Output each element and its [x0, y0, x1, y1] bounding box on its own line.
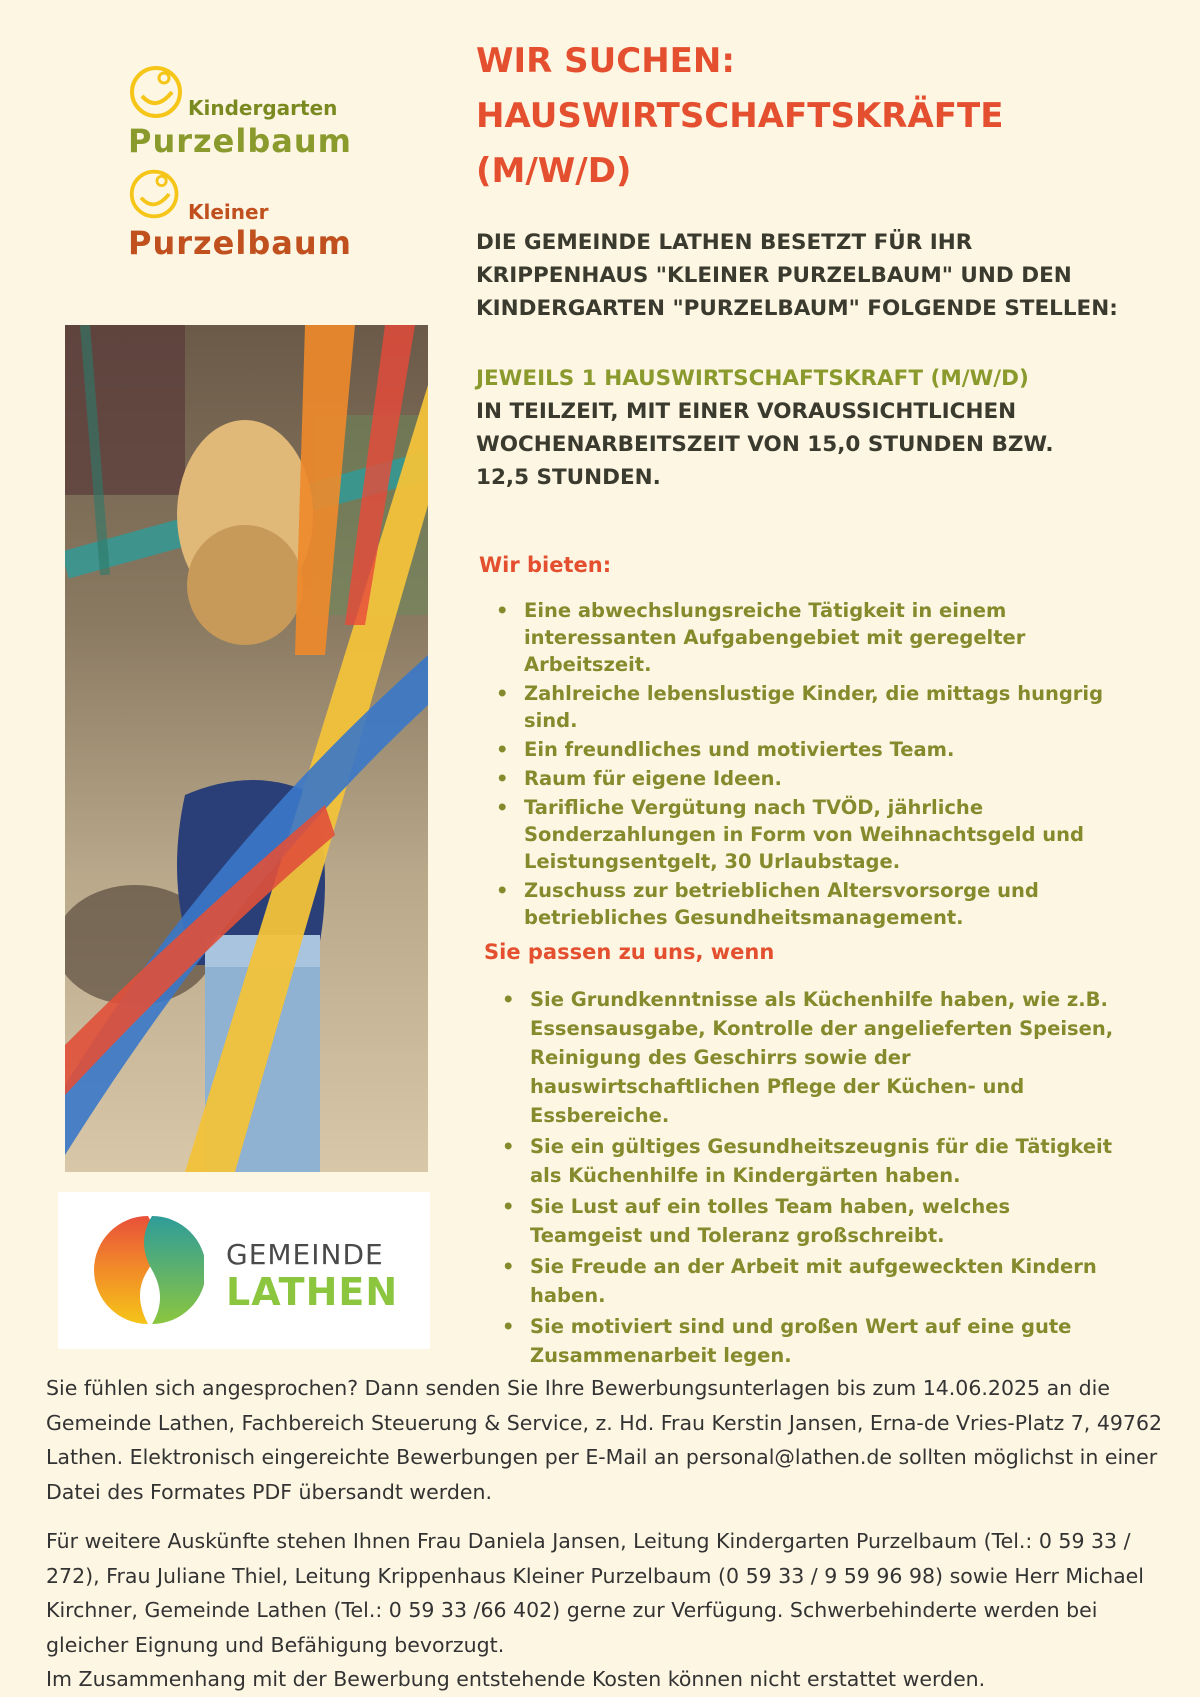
title-line-3: (M/W/D): [476, 151, 632, 191]
logo-kindergarten-name: Purzelbaum: [128, 122, 352, 160]
logo-kindergarten-label: Kindergarten: [188, 96, 338, 120]
list-item: • Zahlreiche lebenslustige Kinder, die mittags hungrig sind.: [494, 680, 1134, 734]
list-item: • Sie Grundkenntnisse als Küchenhilfe haben, wie z.B. Essensausgabe, Kontrolle der angelieferten Speisen, Reinigung des Geschirrs sowie der hauswirtschaftlichen Pflege der Küchen- und Essbereiche.: [500, 985, 1120, 1130]
offer-list: [494, 597, 1134, 933]
position-line-2: IN TEILZEIT, MIT EINER VORAUSSICHTLICHEN: [476, 399, 1017, 424]
intro-line-2: KRIPPENHAUS "KLEINER PURZELBAUM" UND DEN: [476, 263, 1072, 288]
lathen-emblem-icon: [92, 1214, 204, 1326]
intro-text: [476, 226, 1176, 325]
offer-title: Wir bieten:: [479, 553, 612, 577]
sun-swirl-icon: [128, 166, 184, 222]
child-with-ribbons-photo: [65, 325, 428, 1172]
title-line-1: WIR SUCHEN:: [476, 41, 735, 81]
position-line-3: WOCHENARBEITSZEIT VON 15,0 STUNDEN BZW.: [476, 432, 1054, 457]
sun-swirl-icon: [128, 62, 188, 122]
list-item: • Ein freundliches und motiviertes Team.: [494, 736, 1134, 763]
intro-line-1: DIE GEMEINDE LATHEN BESETZT FÜR IHR: [476, 230, 973, 255]
list-item: • Raum für eigene Ideen.: [494, 765, 1134, 792]
logo-krippe-name: Purzelbaum: [128, 224, 352, 262]
position-line-4: 12,5 STUNDEN.: [476, 465, 661, 490]
contact-information: Für weitere Auskünfte stehen Ihnen Frau Daniela Jansen, Leitung Kindergarten Purzelbaum (Tel.: 0 59 33 / 272), Frau Juliane Thiel, Leitung Krippenhaus Kleiner Purzelbaum (0 59 33 / 9 59 96 98) sowie Herr Michael Kirchner, Gemeinde Lathen (Tel.: 0 59 33 /66 402) gerne zur Verfügung. Schwerbehinderte werden bei gleicher Eignung und Befähigung bevorzugt.: [46, 1529, 1144, 1657]
gemeinde-lathen-logo: [58, 1192, 430, 1349]
list-item: • Sie ein gültiges Gesundheitszeugnis für die Tätigkeit als Küchenhilfe in Kindergärten haben.: [500, 1132, 1120, 1190]
fit-title: Sie passen zu uns, wenn: [484, 940, 775, 964]
list-item: • Tarifliche Vergütung nach TVÖD, jährliche Sonderzahlungen in Form von Weihnachtsgeld und Leistungsentgelt, 30 Urlaubstage.: [494, 794, 1134, 875]
title-line-2: HAUSWIRTSCHAFTSKRÄFTE: [476, 96, 1004, 136]
fit-list: [500, 985, 1120, 1372]
lathen-label: LATHEN: [226, 1270, 399, 1314]
list-item: • Zuschuss zur betrieblichen Altersvorsorge und betriebliches Gesundheitsmanagement.: [494, 877, 1134, 931]
application-instructions: Sie fühlen sich angesprochen? Dann senden Sie Ihre Bewerbungsunterlagen bis zum 14.06.2025 an die Gemeinde Lathen, Fachbereich Steuerung & Service, z. Hd. Frau Kerstin Jansen, Erna-de Vries-Platz 7, 49762 Lathen. Elektronisch eingereichte Bewerbungen per E-Mail an personal@lathen.de sollten möglichst in einer Datei des Formates PDF übersandt werden.: [46, 1376, 1163, 1504]
intro-line-3: KINDERGARTEN "PURZELBAUM" FOLGENDE STELLEN:: [476, 296, 1118, 321]
list-item: • Sie motiviert sind und großen Wert auf eine gute Zusammenarbeit legen.: [500, 1312, 1120, 1370]
list-item: • Eine abwechslungsreiche Tätigkeit in einem interessanten Aufgabengebiet mit geregelter Arbeitszeit.: [494, 597, 1134, 678]
cost-notice: Im Zusammenhang mit der Bewerbung entstehende Kosten können nicht erstattet werden.: [46, 1667, 986, 1691]
list-item: • Sie Freude an der Arbeit mit aufgeweckten Kindern haben.: [500, 1252, 1120, 1310]
position-line-1: JEWEILS 1 HAUSWIRTSCHAFTSKRAFT (M/W/D): [476, 366, 1029, 391]
kindergarten-logo: [122, 60, 362, 270]
list-item: • Sie Lust auf ein tolles Team haben, welches Teamgeist und Toleranz großschreibt.: [500, 1192, 1120, 1250]
gemeinde-label: GEMEINDE: [226, 1238, 384, 1271]
logo-krippe-label: Kleiner: [188, 200, 269, 224]
page-title: [476, 34, 1176, 199]
position-description: [476, 362, 1176, 494]
